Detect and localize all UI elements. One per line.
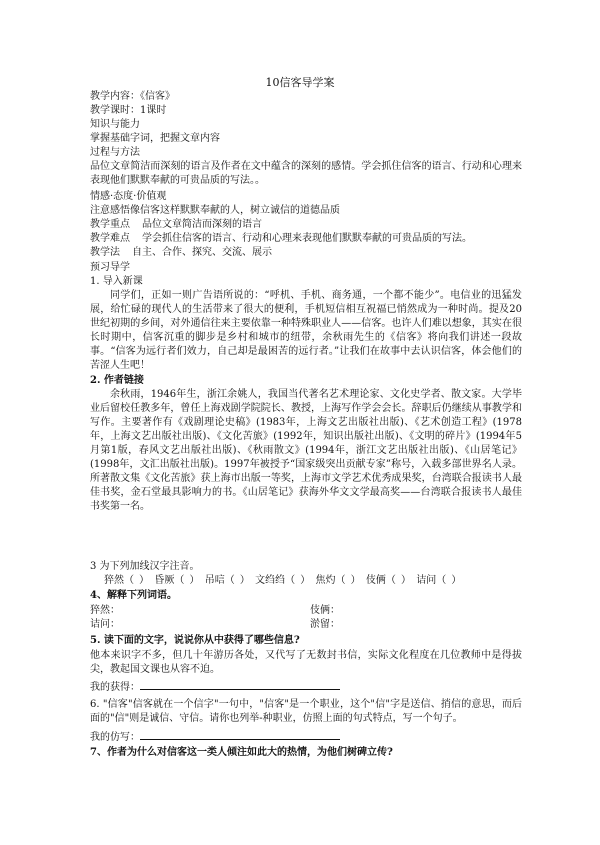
document-title: 10信客导学案	[265, 76, 335, 89]
section1-text: 同学们，正如一则广告语所说的：“呼机、手机、商务通，一个都不能少”。电信业的迅猛发展，给忙碌的现代人的生活带来了很大的便利，手机短信相互祝福已悄然成为一种时尚。提及20世纪初期的乡间，对外通信往来主要依靠一种特殊职业人——信客。也许人们难以想象，其实在很长时期中，信客沉重的脚步是乡村和城市的纽带，余秋雨先生的《信客》将向我们讲述一段故事。“信客为远行者们效力，自己却是最困苦的远行者。”让我们在故事中去认识信客，体会他们的苦涩人生吧！	[90, 290, 522, 371]
q3-item[interactable]: 诘问（ ）	[416, 575, 462, 586]
key-label: 教学重点	[90, 219, 130, 230]
q3-item[interactable]: 吊唁（ ）	[204, 575, 250, 586]
question3-items	[104, 574, 544, 588]
q6-answer-line[interactable]	[140, 730, 340, 740]
q4-word: 诘问：	[90, 619, 120, 630]
q3-item[interactable]: 昏厥（ ）	[154, 575, 200, 586]
key-point	[90, 218, 530, 232]
question5-answer	[90, 680, 530, 695]
emotion-text: 注意感悟像信客这样默默奉献的人，树立诚信的道德品质	[90, 205, 340, 216]
section1-heading: 1. 导入新课	[90, 276, 143, 287]
question6-text: 6. "信客"信客就在一个信字"一句中，"信客"是一个职业，这个"信"字是送信、捎信的意思，而后面的"信"则是诚信、守信。请你也列举-种职业，仿照上面的句式特点，写一个句子。	[90, 699, 522, 724]
preview-heading: 预习导学	[90, 262, 130, 273]
knowledge-text: 掌握基础字词，把握文章内容	[90, 133, 220, 144]
question4-row2	[90, 618, 530, 632]
question5-heading: 5. 读下面的文字，说说你从中获得了哪些信息?	[90, 635, 300, 646]
question4-row1	[90, 604, 530, 618]
teaching-hours: 教学课时：1课时	[90, 105, 167, 116]
q4-word: 猝然：	[90, 605, 120, 616]
q5-answer-label: 我的获得：	[90, 682, 140, 693]
question5-text: 他本来识字不多，但几十年游历各处，又代写了无数封书信，实际文化程度在几位教师中是得拔尖，教起国文课也从容不迫。	[90, 650, 522, 675]
question4-heading: 4、解释下列词语。	[90, 590, 177, 601]
process-text: 品位文章简洁而深刻的语言及作者在文中蕴含的深刻的感情。学会抓住信客的语言、行动和心理来表现他们默默奉献的可贵品质的写法。。	[90, 161, 522, 186]
difficult-text: 学会抓住信客的语言、行动和心理来表现他们默默奉献的可贵品质的写法。	[142, 233, 472, 244]
section2-heading: 2. 作者链接	[90, 375, 144, 386]
process-heading: 过程与方法	[90, 147, 140, 158]
q3-item[interactable]: 猝然（ ）	[104, 575, 150, 586]
q3-item[interactable]: 伎俩（ ）	[365, 575, 412, 586]
emotion-heading: 情感·态度·价值观	[90, 191, 167, 202]
method-label: 教学法	[90, 247, 120, 258]
difficult-label: 教学难点	[90, 233, 130, 244]
q4-word: 淤留：	[310, 619, 340, 630]
q3-item[interactable]: 焦灼（ ）	[315, 575, 361, 586]
key-text: 品位文章简洁而深刻的语言	[142, 219, 262, 230]
teaching-content: 教学内容：《信客》	[90, 91, 175, 102]
q5-answer-line[interactable]	[140, 680, 340, 690]
question3-heading: 3 为下列加线汉字注音。	[90, 561, 200, 572]
q6-answer-label: 我的仿写：	[90, 732, 140, 743]
difficult-point	[90, 232, 530, 246]
knowledge-heading: 知识与能力	[90, 119, 140, 130]
teaching-method	[90, 246, 530, 260]
question6-answer	[90, 730, 530, 745]
method-text: 自主、合作、探究、交流、展示	[132, 247, 272, 258]
q3-item[interactable]: 文绉绉（ ）	[255, 575, 311, 586]
section2-text: 余秋雨，1946年生，浙江余姚人，我国当代著名艺术理论家、文化史学者、散文家。大学毕业后留校任教多年，曾任上海戏剧学院院长、教授，上海写作学会会长。辞职后仍继续从事教学和写作。主要著作有《戏剧理论史稿》(1983年，上海文艺出版社出版)、《艺术创造工程》(1978年，上海文艺出版社出版)、《文化苦旅》(1992年，知识出版社出版)、《文明的碎片》(1994年5月第1版，春风文艺出版社出版)、《秋雨散文》(1994年，浙江文艺出版社出版)、《山居笔记》(1998年，文汇出版社出版)。1997年被授予“国家级突出贡献专家”称号，入载多部世界名人录。所著散文集《文化苦旅》获上海市出版一等奖，上海市文学艺术优秀成果奖，台湾联合报读书人最佳书奖，金石堂最具影响力的书。《山居笔记》获海外华文文学最高奖——台湾联合报读书人最佳书奖第一名。	[90, 389, 522, 512]
q4-word: 伎俩：	[310, 605, 340, 616]
question7-text: 7、作者为什么对信客这一类人倾注如此大的热情，为他们树碑立传?	[90, 747, 393, 758]
